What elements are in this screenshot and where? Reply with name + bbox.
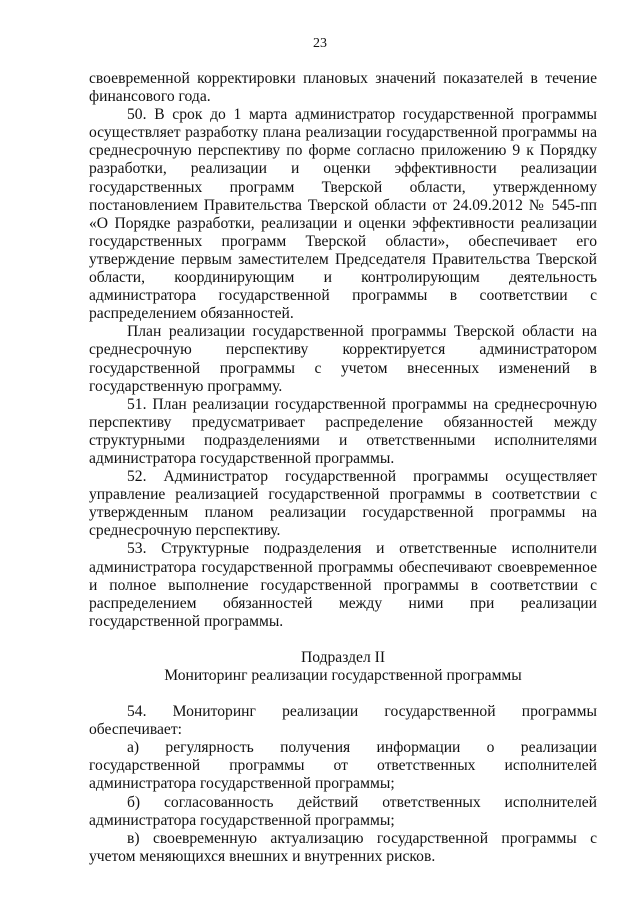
paragraph-51: 51. План реализации государственной программы на среднесрочную перспективу предусматривает распределение обязанностей между структурными подразделениями и ответственными исполнителями администратора государственной программы. bbox=[89, 395, 597, 467]
paragraph-54-item-a: а) регулярность получения информации о реализации государственной программы от ответственных исполнителей администратора государственной программы; bbox=[89, 739, 597, 793]
paragraph-50: 50. В срок до 1 марта администратор государственной программы осуществляет разработку плана реализации государственной программы на среднесрочную перспективу по форме согласно приложению 9 к Порядку разработки, реализации и оценки эффективности реализации государственных программ Тверской области, утвержденному постановлением Правительства Тверской области от 24.09.2012 № 545-пп «О Порядке разработки, реализации и оценки эффективности реализации государственных программ Тверской области», обеспечивает его утверждение первым заместителем Председателя Правительства Тверской области, координирующим и контролирующим деятельность администратора государственной программы в соответствии с распределением обязанностей. bbox=[89, 106, 597, 323]
paragraph-54: 54. Мониторинг реализации государственной программы обеспечивает: bbox=[89, 703, 597, 739]
page-number: 23 bbox=[313, 36, 327, 51]
spacer bbox=[89, 685, 597, 703]
paragraph-52: 52. Администратор государственной программы осуществляет управление реализацией государственной программы в соответствии с утвержденным планом реализации государственной программы на среднесрочную перспективу. bbox=[89, 468, 597, 540]
paragraph-continuation: своевременной корректировки плановых значений показателей в течение финансового года. bbox=[89, 70, 597, 106]
subsection-label: Подраздел II bbox=[300, 648, 386, 666]
paragraph-53: 53. Структурные подразделения и ответственные исполнители администратора государственной программы обеспечивают своевременное и полное выполнение государственной программы в соответствии с распределением обязанностей между ними при реализации государственной программы. bbox=[89, 540, 597, 630]
spacer bbox=[89, 631, 597, 649]
document-body bbox=[89, 70, 597, 866]
paragraph-54-item-c: в) своевременную актуализацию государственной программы с учетом меняющихся внешних и внутренних рисков. bbox=[89, 829, 597, 865]
subsection-title: Мониторинг реализации государственной программы bbox=[164, 667, 522, 684]
paragraph-50-plan-correction: План реализации государственной программы Тверской области на среднесрочную перспективу корректируется администратором государственной программы с учетом внесенных изменений в государственную программу. bbox=[89, 323, 597, 395]
paragraph-54-item-b: б) согласованность действий ответственных исполнителей администратора государственной программы; bbox=[89, 793, 597, 829]
